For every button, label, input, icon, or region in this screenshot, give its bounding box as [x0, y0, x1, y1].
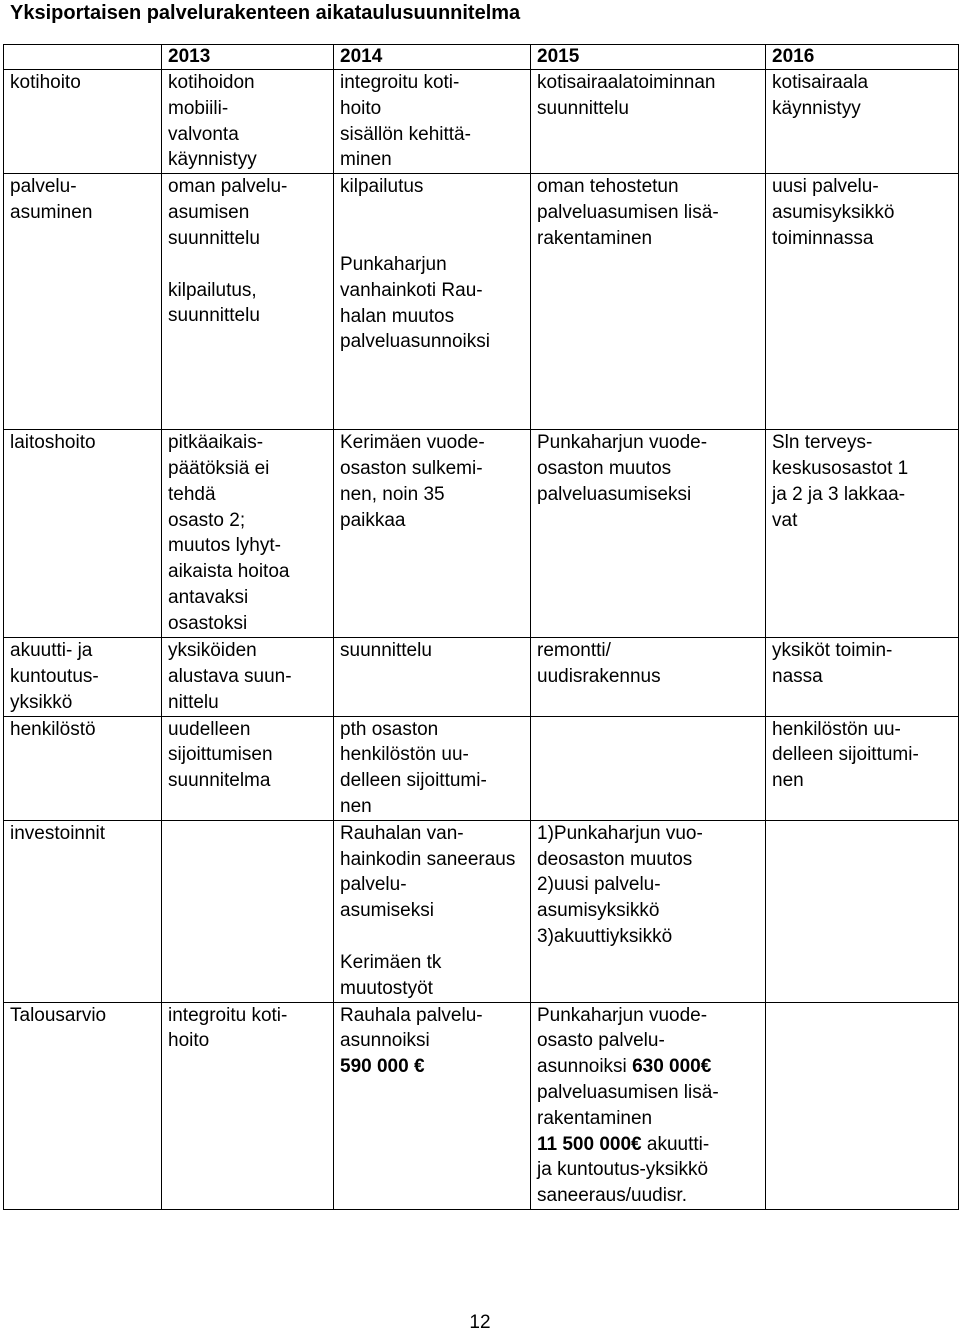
cell-henkilosto-2014: pth osaston henkilöstön uu- delleen sijoittumi- nen	[334, 716, 531, 820]
cell-henkilosto-2013: uudelleen sijoittumisen suunnitelma	[162, 716, 334, 820]
talousarvio-2015-amount-b: 11 500 000€	[537, 1133, 642, 1155]
cell-akuutti-2015: remontti/ uudisrakennus	[531, 638, 766, 716]
talousarvio-2015-text-b: palveluasumisen lisä- rakentaminen	[537, 1081, 719, 1129]
row-label-henkilosto: henkilöstö	[4, 716, 162, 820]
row-palveluasuminen	[4, 174, 959, 430]
cell-henkilosto-2015	[531, 716, 766, 820]
palveluasuminen-2014-text: kilpailutus	[340, 176, 424, 198]
row-kotihoito	[4, 70, 959, 174]
row-laitoshoito	[4, 430, 959, 638]
cell-akuutti-2013: yksiköiden alustava suun- nittelu	[162, 638, 334, 716]
cell-laitoshoito-2014: Kerimäen vuode- osaston sulkemi- nen, noin 35 paikkaa	[334, 430, 531, 638]
row-label-talousarvio: Talousarvio	[4, 1002, 162, 1209]
row-henkilosto	[4, 716, 959, 820]
row-label-palveluasuminen: palvelu- asuminen	[4, 174, 162, 430]
talousarvio-2014-text: Rauhala palvelu- asunnoiksi	[340, 1004, 483, 1052]
talousarvio-2014-amount: 590 000 €	[340, 1056, 425, 1078]
year-header-row	[4, 45, 959, 70]
row-label-investoinnit: investoinnit	[4, 820, 162, 1002]
page-number: 12	[469, 1312, 491, 1333]
cell-kotihoito-2016: kotisairaala käynnistyy	[766, 70, 959, 174]
row-label-laitoshoito: laitoshoito	[4, 430, 162, 638]
cell-laitoshoito-2015: Punkaharjun vuode- osaston muutos palveluasumiseksi	[531, 430, 766, 638]
row-investoinnit	[4, 820, 959, 1002]
year-2013-header: 2013	[162, 45, 334, 70]
cell-investoinnit-2014	[334, 820, 531, 1002]
investoinnit-2014-text: Rauhalan van- hainkodin saneeraus palvelu- asumiseksi	[340, 822, 516, 922]
cell-palveluasuminen-2015: oman tehostetun palveluasumisen lisä- rakentaminen	[531, 174, 766, 430]
talousarvio-2015-text-a: Punkaharjun vuode- osasto palvelu- asunnoiksi	[537, 1004, 708, 1078]
investoinnit-2014-text-b: Kerimäen tk muutostyöt	[340, 951, 442, 999]
cell-henkilosto-2016: henkilöstön uu- delleen sijoittumi- nen	[766, 716, 959, 820]
page-title: Yksiportaisen palvelurakenteen aikataulusuunnitelma	[10, 2, 521, 24]
year-2014-header: 2014	[334, 45, 531, 70]
cell-investoinnit-2013	[162, 820, 334, 1002]
cell-palveluasuminen-2013	[162, 174, 334, 430]
palveluasuminen-2014-text-b: Punkaharjun vanhainkoti Rau- halan muutos palveluasunnoiksi	[340, 253, 490, 353]
cell-palveluasuminen-2014	[334, 174, 531, 430]
schedule-table	[3, 44, 959, 1210]
year-2016-header: 2016	[766, 45, 959, 70]
cell-laitoshoito-2013: pitkäaikais- päätöksiä ei tehdä osasto 2; muutos lyhyt- aikaista hoitoa antavaksi osastoksi	[162, 430, 334, 638]
cell-palveluasuminen-2016: uusi palvelu- asumisyksikkö toiminnassa	[766, 174, 959, 430]
year-2015-header: 2015	[531, 45, 766, 70]
cell-talousarvio-2016	[766, 1002, 959, 1209]
palveluasuminen-2013-text: oman palvelu- asumisen suunnittelu	[168, 176, 288, 249]
cell-talousarvio-2014	[334, 1002, 531, 1209]
cell-investoinnit-2016	[766, 820, 959, 1002]
cell-kotihoito-2013: kotihoidon mobiili- valvonta käynnistyy	[162, 70, 334, 174]
cell-investoinnit-2015: 1)Punkaharjun vuo- deosaston muutos 2)uusi palvelu- asumisyksikkö 3)akuuttiyksikkö	[531, 820, 766, 1002]
cell-akuutti-2014: suunnittelu	[334, 638, 531, 716]
cell-kotihoito-2015: kotisairaalatoiminnan suunnittelu	[531, 70, 766, 174]
talousarvio-2015-amount-a: 630 000€	[632, 1056, 712, 1078]
cell-talousarvio-2015	[531, 1002, 766, 1209]
cell-laitoshoito-2016: Sln terveys- keskusosastot 1 ja 2 ja 3 lakkaa- vat	[766, 430, 959, 638]
row-label-akuutti: akuutti- ja kuntoutus- yksikkö	[4, 638, 162, 716]
row-akuutti	[4, 638, 959, 716]
cell-kotihoito-2014: integroitu koti- hoito sisällön kehittä- minen	[334, 70, 531, 174]
header-empty-cell	[4, 45, 162, 70]
palveluasuminen-2013-text-b: kilpailutus, suunnittelu	[168, 279, 260, 327]
cell-akuutti-2016: yksiköt toimin- nassa	[766, 638, 959, 716]
cell-talousarvio-2013: integroitu koti- hoito	[162, 1002, 334, 1209]
row-talousarvio	[4, 1002, 959, 1209]
talousarvio-2015-text-c: akuutti- ja kuntoutus-yksikkö saneeraus/uudisr.	[537, 1133, 710, 1207]
row-label-kotihoito: kotihoito	[4, 70, 162, 174]
